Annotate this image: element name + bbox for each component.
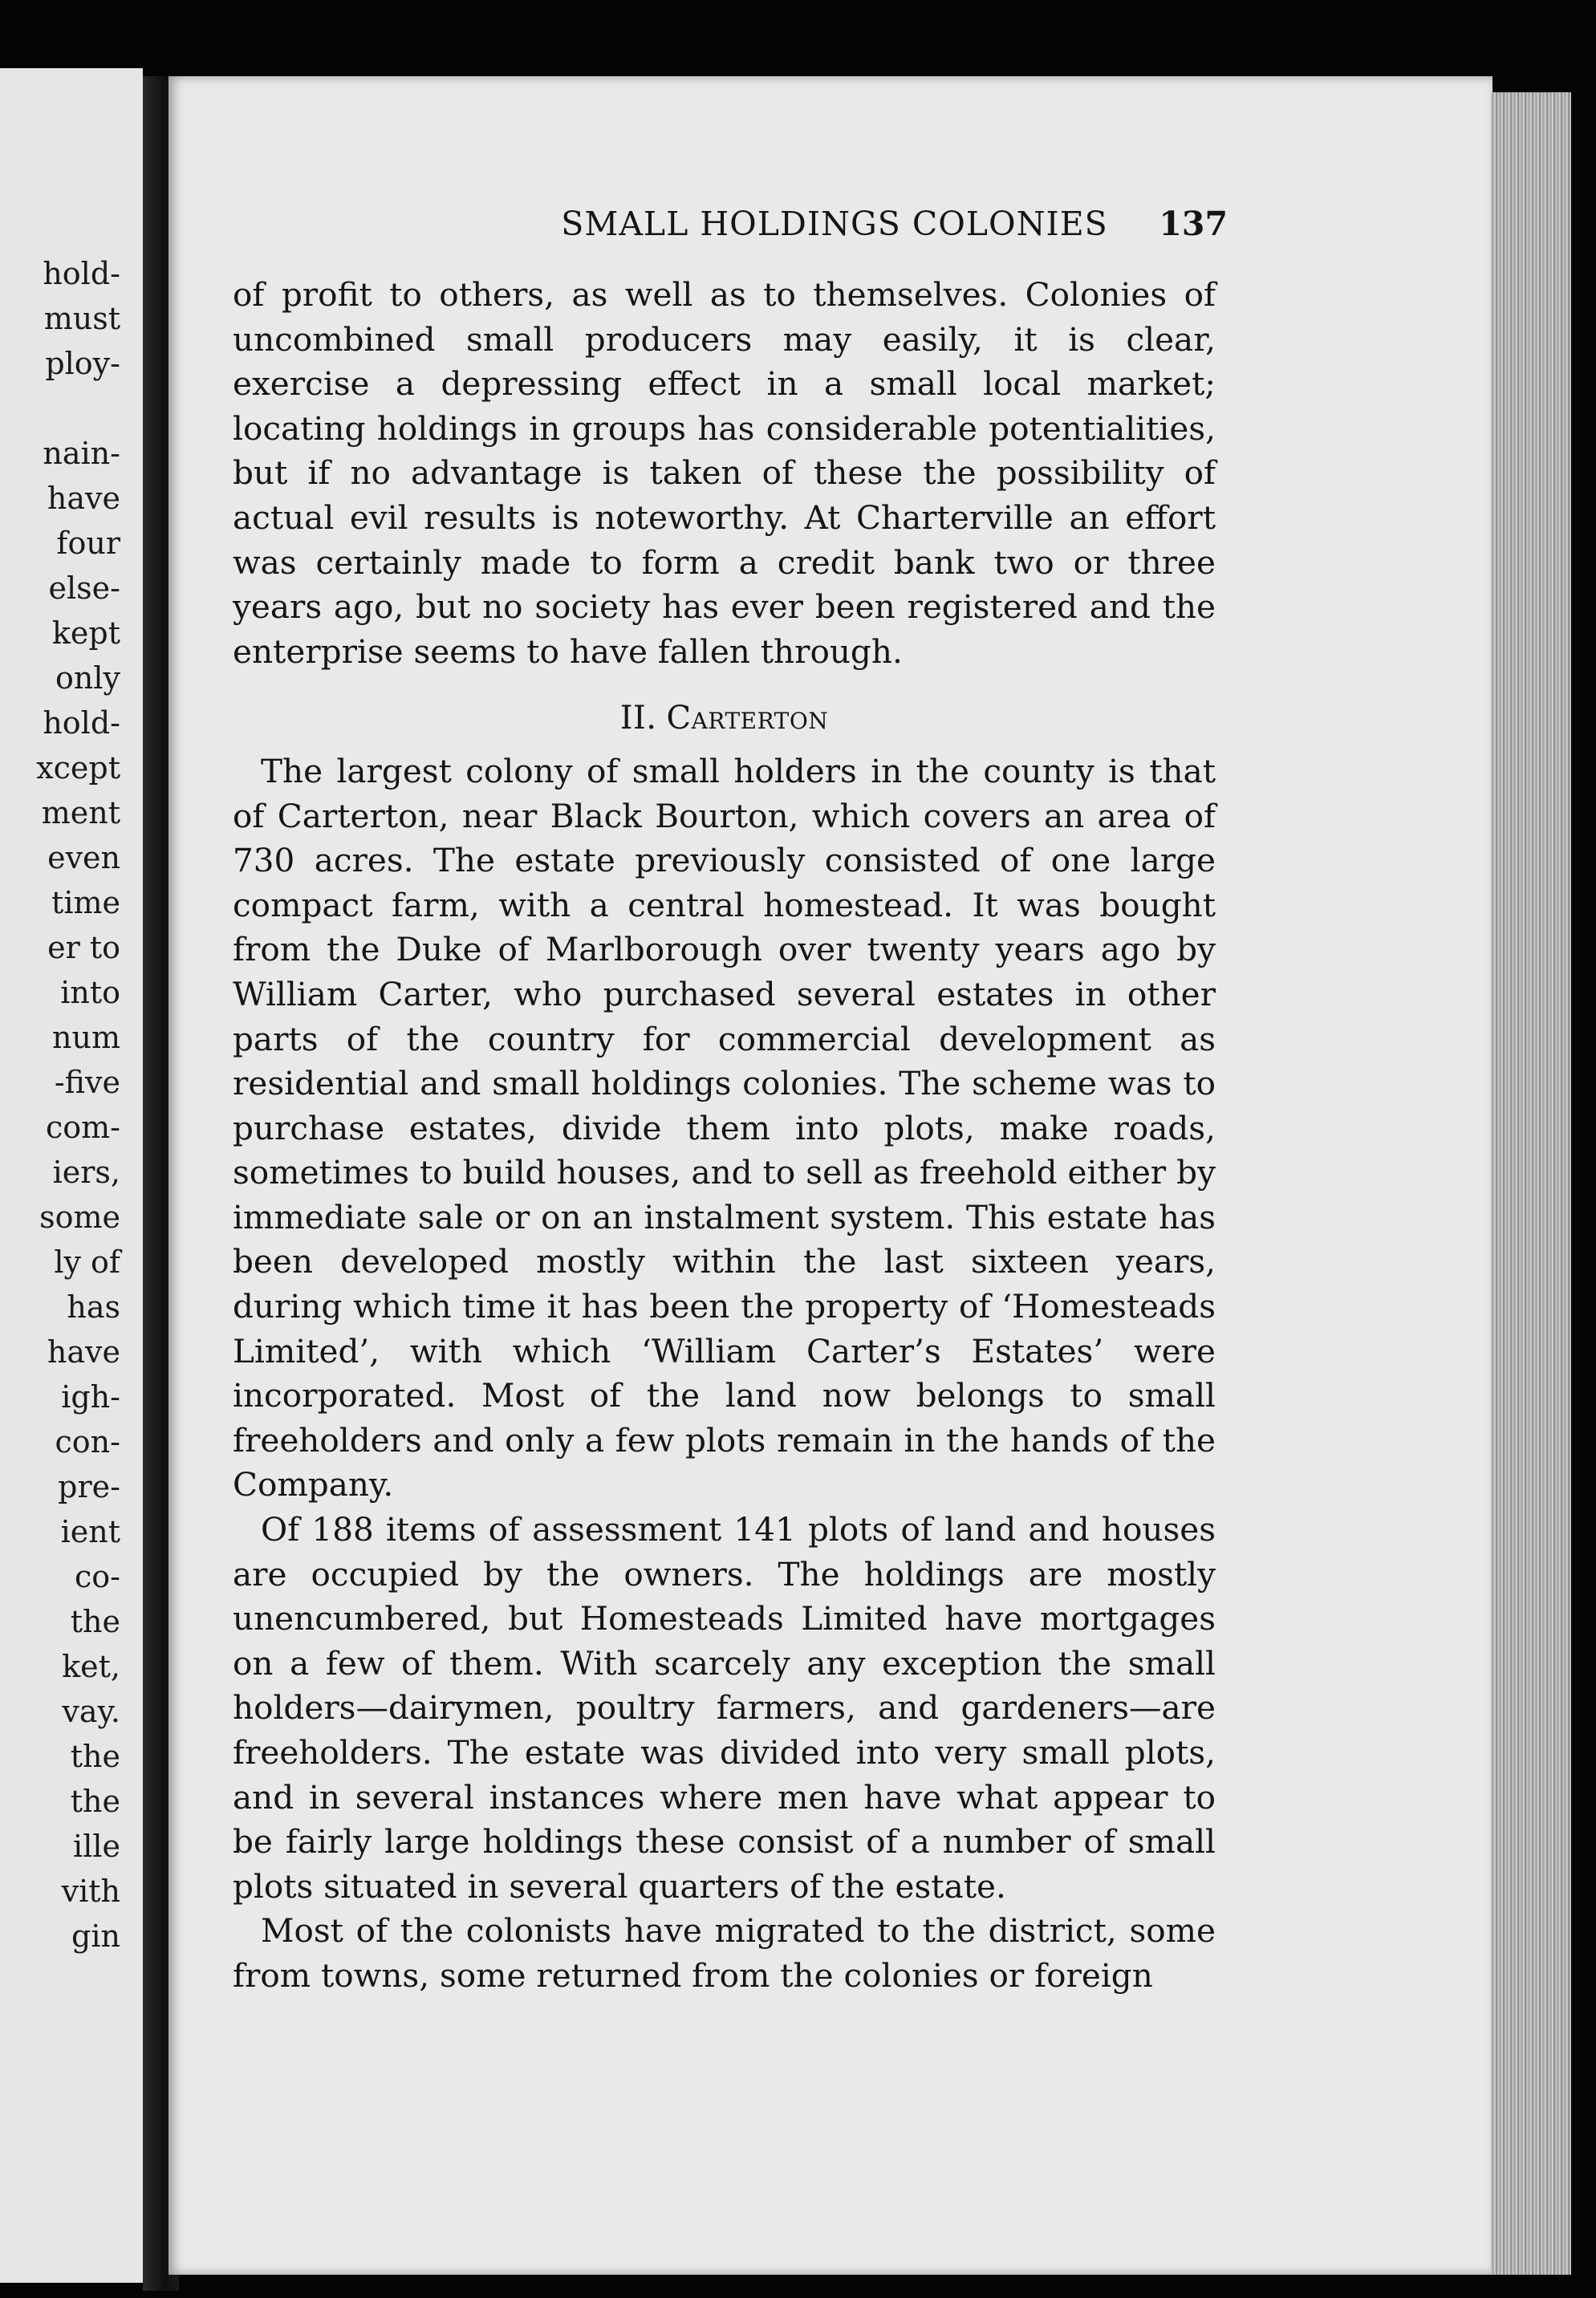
left-fragment: even xyxy=(47,840,120,875)
left-fragment: time xyxy=(51,885,120,920)
left-fragment: have xyxy=(47,481,120,516)
paragraph: Of 188 items of assessment 141 plots of land and houses are occupied by the owners. The holdings are mostly unencumbered, but Homesteads Limited have mortgages on a few of them. With scarcely any exception the small holders—dairymen, poultry farmers, and gardeners—are freeholders. The estate was divided into very small plots, and in several instances where men have what appear to be fairly large holdings these consist of a number of small plots situated in several quarters of the estate. xyxy=(233,1510,1216,1906)
left-fragment: nain- xyxy=(43,436,120,471)
left-fragment: num xyxy=(52,1020,120,1055)
left-fragment: the xyxy=(70,1739,120,1774)
left-fragment: igh- xyxy=(61,1379,120,1415)
left-fragment: iers, xyxy=(52,1155,120,1190)
left-page-line-fragments xyxy=(0,251,120,1959)
left-fragment: gin xyxy=(71,1918,120,1954)
left-fragment: com- xyxy=(45,1110,120,1145)
running-title: SMALL HOLDINGS COLONIES xyxy=(561,205,1108,243)
section-title: Carterton xyxy=(666,700,829,737)
left-fragment: the xyxy=(70,1604,120,1639)
left-fragment: con- xyxy=(55,1424,120,1460)
left-fragment: ket, xyxy=(62,1649,120,1684)
page-number: 137 xyxy=(1159,205,1228,243)
left-fragment: hold- xyxy=(43,256,120,291)
left-fragment: four xyxy=(56,526,120,561)
left-fragment: -five xyxy=(54,1065,120,1100)
left-fragment: hold- xyxy=(43,705,120,741)
left-fragment: pre- xyxy=(58,1469,120,1504)
left-fragment: co- xyxy=(75,1559,120,1594)
paragraph: The largest colony of small holders in the county is that of Carterton, near Black Bourton, which covers an area of 730 acres. The estate previously consisted of one large compact farm, with a central homestead. It was bought from the Duke of Marlborough over twenty years ago by William Carter, who purchased several estates in other parts of the country for commercial development as residential and small holdings colonies. The scheme was to purchase estates, divide them into plots, make roads, sometimes to build houses, and to sell as freehold either by immediate sale or on an instalment system. This estate has been developed mostly within the last sixteen years, during which time it has been the property of ‘Homesteads Limited’, with which ‘William Carter’s Estates’ were incorporated. Most of the land now belongs to small freeholders and only a few plots remain in the hands of the Company. xyxy=(233,751,1216,1504)
left-fragment: vay. xyxy=(62,1694,120,1729)
left-fragment: ly of xyxy=(54,1244,120,1280)
section-number: II. xyxy=(619,700,657,737)
left-fragment: vith xyxy=(61,1874,120,1909)
left-fragment: kept xyxy=(51,615,120,651)
left-fragment: xcept xyxy=(36,750,120,786)
left-fragment: some xyxy=(39,1200,120,1235)
left-fragment: have xyxy=(47,1334,120,1370)
left-fragment: into xyxy=(60,975,120,1010)
body-text xyxy=(233,273,1216,1999)
adjacent-left-page xyxy=(0,68,143,2283)
left-fragment: ille xyxy=(73,1829,120,1864)
left-fragment: the xyxy=(70,1784,120,1819)
left-fragment: must xyxy=(43,301,120,336)
paragraph: Most of the colonists have migrated to the district, some from towns, some returned from the colonies or foreign xyxy=(233,1911,1216,1995)
left-fragment: ient xyxy=(60,1514,120,1549)
left-fragment: ment xyxy=(41,795,120,830)
left-fragment xyxy=(0,386,120,431)
left-fragment: else- xyxy=(48,570,120,606)
section-heading xyxy=(233,696,1216,741)
paragraph: of profit to others, as well as to themselves. Colonies of uncombined small producers may easily, it is clear, exercise a depressing effect in a small local market; locating holdings in groups has considerable potentialities, but if no advantage is taken of these the possibility of actual evil results is noteworthy. At Charterville an effort was certainly made to form a credit bank two or three years ago, but no society has ever been registered and the enterprise seems to have fallen through. xyxy=(233,275,1216,671)
left-fragment: ploy- xyxy=(45,346,120,381)
left-fragment: only xyxy=(55,660,120,696)
left-fragment: has xyxy=(67,1289,120,1325)
left-fragment: er to xyxy=(47,930,120,965)
page-edges xyxy=(1491,92,1571,2275)
